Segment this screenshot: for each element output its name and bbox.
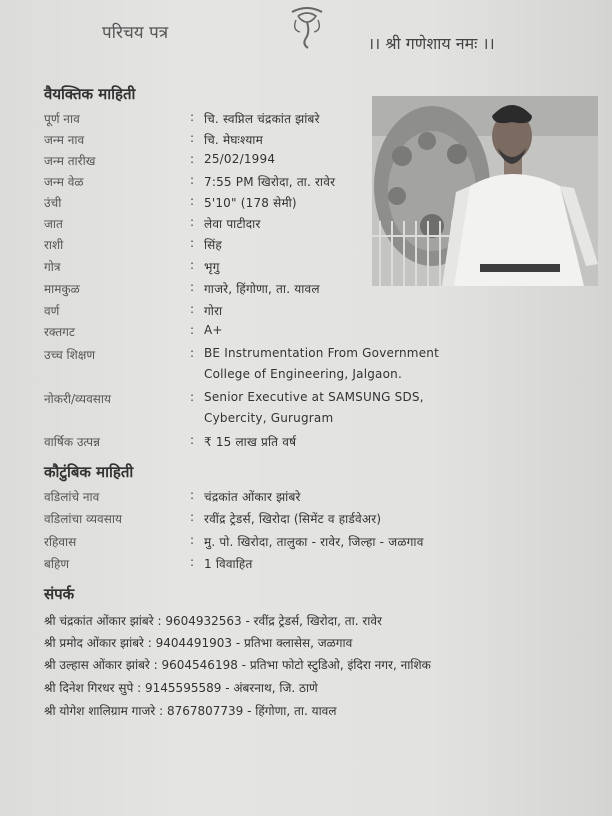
colon: : <box>190 433 195 447</box>
field-value: भृगु <box>204 260 220 274</box>
field-value: गाजरे, हिंगोणा, ता. यावल <box>204 282 320 296</box>
contact-name: श्री प्रमोद ओंकार झांबरे <box>44 636 144 650</box>
field-value: चि. मेघःश्याम <box>204 133 263 147</box>
invocation-text: ।। श्री गणेशाय नमः ।। <box>368 34 495 53</box>
colon: : <box>190 302 195 316</box>
colon: : <box>190 280 195 294</box>
colon: : <box>190 555 195 569</box>
field-label: रक्तगट <box>44 325 75 339</box>
field-label: जात <box>44 217 63 231</box>
field-value: Senior Executive at SAMSUNG SDS, <box>204 390 424 404</box>
profile-photo <box>372 96 598 286</box>
field-value: रवींद्र ट्रेडर्स, खिरोदा (सिमेंट व हार्डवेअर) <box>204 512 382 526</box>
field-value: चि. स्वप्निल चंद्रकांत झांबरे <box>204 112 320 126</box>
field-label: वार्षिक उत्पन्न <box>44 435 100 449</box>
field-label: नोकरी/व्यवसाय <box>44 392 111 406</box>
colon: : <box>190 236 195 250</box>
field-value-line2: College of Engineering, Jalgaon. <box>204 367 402 381</box>
field-value: 5'10" (178 सेमी) <box>204 196 297 210</box>
colon: : <box>190 533 195 547</box>
field-label: राशी <box>44 238 64 252</box>
document-title: परिचय पत्र <box>102 23 169 43</box>
field-label: पूर्ण नाव <box>44 112 80 126</box>
family-heading: कौटुंबिक माहिती <box>44 463 134 481</box>
contact-row: श्री दिनेश गिरधर सुपे : 9145595589 - अंबरनाथ, जि. ठाणे <box>44 681 318 695</box>
ganesha-logo-icon <box>282 2 332 52</box>
contact-row: श्री प्रमोद ओंकार झांबरे : 9404491903 - प्रतिभा क्लासेस, जळगाव <box>44 636 353 650</box>
contact-row: श्री उल्हास ओंकार झांबरे : 9604546198 - प्रतिभा फोटो स्टुडिओ, इंदिरा नगर, नाशिक <box>44 658 431 672</box>
person-photo-icon <box>372 96 598 286</box>
field-label: जन्म वेळ <box>44 175 84 189</box>
contacts-heading: संपर्क <box>44 585 75 603</box>
contact-row: श्री चंद्रकांत ओंकार झांबरे : 9604932563 - रवींद्र ट्रेडर्स, खिरोदा, ता. रावेर <box>44 614 382 628</box>
field-value: चंद्रकांत ओंकार झांबरे <box>204 490 301 504</box>
field-label: मामकुळ <box>44 282 80 296</box>
field-value-line2: Cybercity, Gurugram <box>204 411 334 425</box>
field-value: मु. पो. खिरोदा, तालुका - रावेर, जिल्हा - जळगाव <box>204 535 424 549</box>
field-value: 1 विवाहित <box>204 557 253 571</box>
contact-phone: 9604546198 <box>161 658 238 672</box>
colon: : <box>190 215 195 229</box>
field-label: वडिलांचा व्यवसाय <box>44 512 122 526</box>
contact-name: श्री चंद्रकांत ओंकार झांबरे <box>44 614 154 628</box>
contact-phone: 9604932563 <box>165 614 242 628</box>
contact-detail: प्रतिभा फोटो स्टुडिओ, इंदिरा नगर, नाशिक <box>249 658 431 672</box>
field-label: वर्ण <box>44 304 60 318</box>
contact-name: श्री दिनेश गिरधर सुपे <box>44 681 134 695</box>
colon: : <box>190 131 195 145</box>
contact-phone: 9404491903 <box>155 636 232 650</box>
colon: : <box>190 258 195 272</box>
field-value: 25/02/1994 <box>204 152 276 166</box>
contact-phone: 9145595589 <box>145 681 222 695</box>
contact-name: श्री उल्हास ओंकार झांबरे <box>44 658 150 672</box>
field-label: बहिण <box>44 557 70 571</box>
contact-name: श्री योगेश शालिग्राम गाजरे <box>44 704 156 718</box>
colon: : <box>190 173 195 187</box>
contact-row: श्री योगेश शालिग्राम गाजरे : 8767807739 - हिंगोणा, ता. यावल <box>44 704 337 718</box>
field-label: जन्म तारीख <box>44 154 96 168</box>
colon: : <box>190 152 195 166</box>
colon: : <box>190 390 195 404</box>
field-label: उंची <box>44 196 62 210</box>
field-value: 7:55 PM खिरोदा, ता. रावेर <box>204 175 336 189</box>
field-label: गोत्र <box>44 260 61 274</box>
field-value: लेवा पाटीदार <box>204 217 261 231</box>
personal-heading: वैयक्तिक माहिती <box>44 85 136 103</box>
colon: : <box>190 488 195 502</box>
contact-phone: 8767807739 <box>166 704 244 718</box>
colon: : <box>190 323 195 337</box>
field-value: सिंह <box>204 238 222 252</box>
colon: : <box>190 110 195 124</box>
colon: : <box>190 194 195 208</box>
contact-detail: अंबरनाथ, जि. ठाणे <box>233 681 318 695</box>
contact-detail: प्रतिभा क्लासेस, जळगाव <box>243 636 353 650</box>
contact-detail: रवींद्र ट्रेडर्स, खिरोदा, ता. रावेर <box>253 614 382 628</box>
field-value: A+ <box>204 323 223 337</box>
field-label: रहिवास <box>44 535 77 549</box>
field-label: उच्च शिक्षण <box>44 348 96 362</box>
field-value: BE Instrumentation From Government <box>204 346 439 360</box>
contact-detail: हिंगोणा, ता. यावल <box>255 704 337 718</box>
field-value: ₹ 15 लाख प्रति वर्ष <box>204 435 297 449</box>
field-label: जन्म नाव <box>44 133 85 147</box>
colon: : <box>190 346 195 360</box>
field-value: गोरा <box>204 304 223 318</box>
field-label: वडिलांचे नाव <box>44 490 100 504</box>
colon: : <box>190 510 195 524</box>
